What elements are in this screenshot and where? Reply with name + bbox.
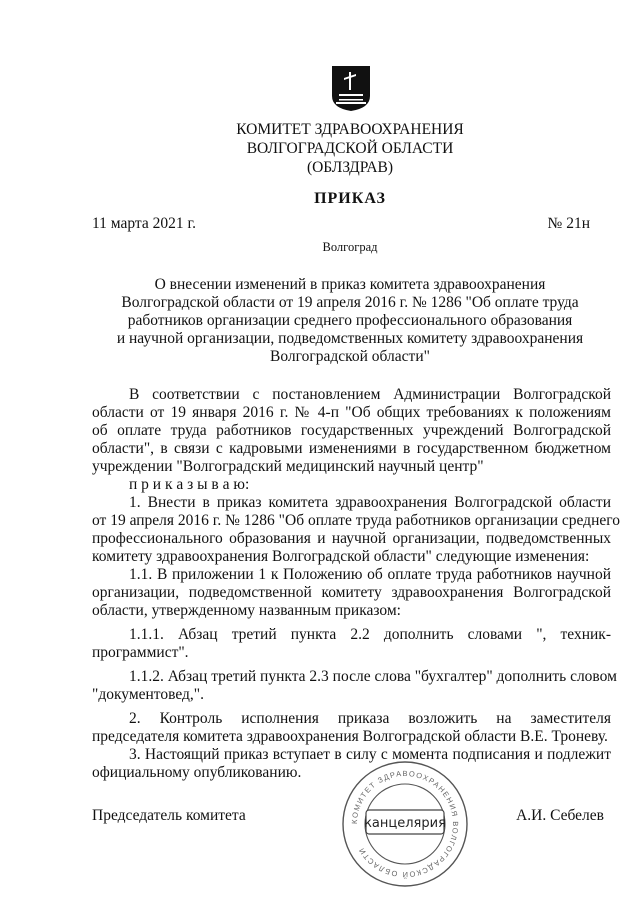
body-line: В соответствии с постановлением Администрации Волгоградской <box>129 386 611 403</box>
issuer-block <box>150 120 550 177</box>
body-line: 1.1.1. Абзац третий пункта 2.2 дополнить словами ", техник- <box>129 626 611 643</box>
subject-line: Волгоградской области от 19 апреля 2016 г. № 1286 "Об оплате труда <box>121 294 579 311</box>
order-subject <box>100 276 600 366</box>
body-line: 1.1. В приложении 1 к Положению об оплате труда работников научной <box>129 566 611 583</box>
order-number: № 21н <box>547 215 590 232</box>
body-line: 2. Контроль исполнения приказа возложить на заместителя <box>129 710 611 727</box>
body-line: профессионального образования и научной организации, подведомственных <box>92 530 611 547</box>
subject-line: Волгоградской области" <box>270 348 430 365</box>
signatory-position: Председатель комитета <box>92 807 246 824</box>
body-line: об оплате труда работников государственных учреждений Волгоградской <box>92 422 611 439</box>
body-line: программист". <box>92 644 189 661</box>
subject-line: О внесении изменений в приказ комитета здравоохранения <box>154 276 546 293</box>
body-line: области", в связи с кадровыми изменениями в государственном бюджетном <box>92 440 611 457</box>
body-line: комитету здравоохранения Волгоградской области" следующие изменения: <box>92 548 590 565</box>
body-line: от 19 апреля 2016 г. № 1286 "Об оплате труда работников организации среднего <box>92 512 620 529</box>
subject-line: работников организации среднего профессионального образования <box>127 312 573 329</box>
body-line: "документовед,". <box>92 686 204 703</box>
body-line: области, утвержденному названным приказом: <box>92 602 401 619</box>
order-date: 11 марта 2021 г. <box>92 215 197 232</box>
subject-line: и научной организации, подведомственных комитету здравоохранения <box>116 330 584 347</box>
body-line: 1.1.2. Абзац третий пункта 2.3 после слова "бухгалтер" дополнить словом <box>129 668 617 685</box>
order-body <box>92 386 620 782</box>
body-line: официальному опубликованию. <box>92 764 302 781</box>
body-line: организации, подведомственной комитету здравоохранения Волгоградской <box>92 584 611 601</box>
order-city: Волгоград <box>322 240 378 254</box>
stamp-center-text: канцелярия <box>364 816 446 831</box>
decree-word: п р и к а з ы в а ю: <box>129 476 250 493</box>
body-line: 1. Внести в приказ комитета здравоохранения Волгоградской области <box>129 494 611 511</box>
signatory-name: А.И. Себелев <box>516 807 604 824</box>
body-line: области от 19 января 2016 г. № 4-п "Об общих требованиях к положениям <box>92 404 611 421</box>
body-line: учреждении "Волгоградский медицинский научный центр" <box>92 458 484 475</box>
coat-of-arms-icon <box>330 64 372 112</box>
body-line: председателя комитета здравоохранения Волгоградской области В.Е. Троневу. <box>92 728 608 745</box>
stamp-seal-icon <box>340 758 470 890</box>
issuer-line-1: КОМИТЕТ ЗДРАВООХРАНЕНИЯ <box>236 121 464 138</box>
stamp-ring-text: КОМИТЕТ ЗДРАВООХРАНЕНИЯ ВОЛГОГРАДСКОЙ ОБЛАСТИ <box>349 768 461 880</box>
body-line: 3. Настоящий приказ вступает в силу с момента подписания и подлежит <box>129 746 611 763</box>
issuer-line-2: ВОЛГОГРАДСКОЙ ОБЛАСТИ <box>246 140 454 157</box>
document-title: ПРИКАЗ <box>314 190 386 207</box>
issuer-line-3: (ОБЛЗДРАВ) <box>306 159 394 176</box>
